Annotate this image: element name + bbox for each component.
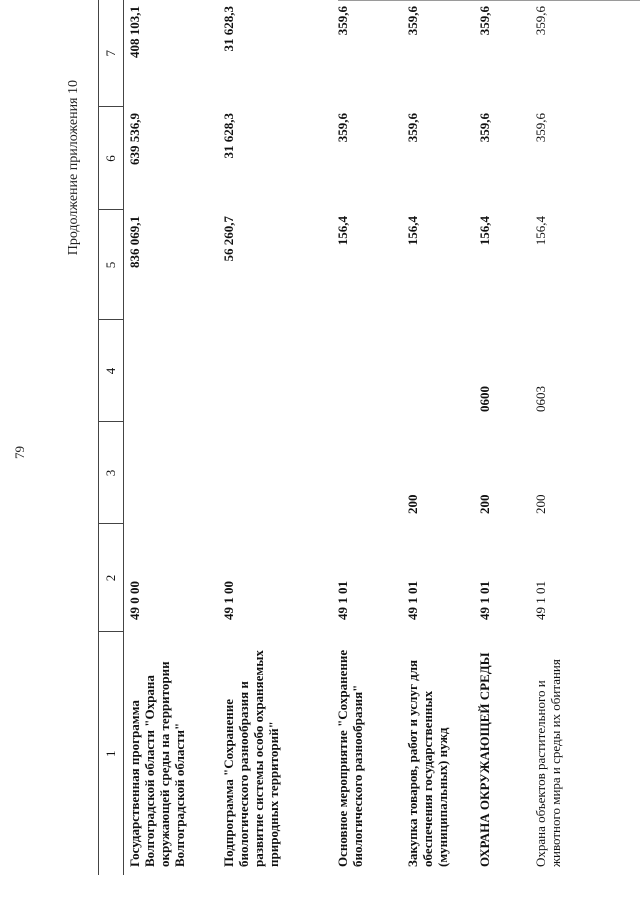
- section-code: [332, 320, 402, 422]
- expense-type: [124, 422, 219, 524]
- amount-col6: 359,6: [335, 113, 350, 143]
- header-cell: 5: [99, 210, 124, 320]
- amount-col6: 359,6: [533, 113, 548, 143]
- header-row: [99, 0, 124, 875]
- header-cell: 7: [99, 0, 124, 107]
- amount-col7: 359,6: [405, 6, 420, 36]
- target-code: 49 1 01: [335, 581, 350, 620]
- amount-col7: 359,6: [477, 6, 492, 36]
- amount-col5: 836 069,1: [127, 216, 142, 268]
- row-name: Подпрограмма "Сохранение биологического разнообразия и развитие системы особо охраняемых природных территорий": [221, 650, 281, 867]
- amount-col5: 156,4: [533, 216, 548, 246]
- expense-type: 200: [533, 494, 548, 514]
- amount-col5: 156,4: [405, 216, 420, 246]
- header-cell: 6: [99, 107, 124, 210]
- target-code: 49 1 01: [477, 581, 492, 620]
- amount-col5: 156,4: [335, 216, 350, 246]
- amount-col5: 156,4: [477, 216, 492, 246]
- continuation-caption: Продолжение приложения 10: [66, 80, 81, 256]
- expense-type: [332, 422, 402, 524]
- row-name: ОХРАНА ОКРУЖАЮЩЕЙ СРЕДЫ: [477, 652, 492, 867]
- target-code: 49 1 01: [533, 581, 548, 620]
- header-cell: 4: [99, 320, 124, 422]
- header-cell: 3: [99, 422, 124, 524]
- amount-col7: 31 628,3: [221, 6, 236, 52]
- amount-col6: 359,6: [405, 113, 420, 143]
- table-row: [402, 0, 474, 875]
- amount-col6: 359,6: [477, 113, 492, 143]
- amount-col6: 639 536,9: [127, 113, 142, 165]
- section-code: [402, 320, 474, 422]
- table-row: [530, 0, 592, 875]
- section-code: [218, 320, 332, 422]
- amount-col5: 56 260,7: [221, 216, 236, 262]
- amount-col7: 359,6: [335, 6, 350, 36]
- section-code: [124, 320, 219, 422]
- target-code: 49 0 00: [127, 581, 142, 620]
- target-code: 49 1 00: [221, 581, 236, 620]
- budget-table: [98, 0, 592, 875]
- expense-type: [218, 422, 332, 524]
- row-name: Государственная программа Волгоградской области "Охрана окружающей среды на территории Волгоградской области": [127, 661, 187, 867]
- header-cell: 2: [99, 524, 124, 632]
- target-code: 49 1 01: [405, 581, 420, 620]
- section-code: 0600: [477, 386, 492, 412]
- header-cell: 1: [99, 632, 124, 875]
- row-name: Основное мероприятие "Сохранение биологического разнообразия": [335, 649, 365, 867]
- row-name: Охрана объектов растительного и животного мира и среды их обитания: [533, 659, 563, 867]
- table-row: [124, 0, 219, 875]
- table-row: [218, 0, 332, 875]
- row-name: Закупка товаров, работ и услуг для обеспечения государственных (муниципальных) нужд: [405, 659, 450, 867]
- amount-col6: 31 628,3: [221, 113, 236, 159]
- amount-col7: 359,6: [533, 6, 548, 36]
- section-code: 0603: [533, 386, 548, 412]
- amount-col7: 408 103,1: [127, 6, 142, 58]
- page-number: 79: [12, 446, 27, 459]
- table-row: [474, 0, 530, 875]
- expense-type: 200: [405, 494, 420, 514]
- expense-type: 200: [477, 494, 492, 514]
- table-row: [332, 0, 402, 875]
